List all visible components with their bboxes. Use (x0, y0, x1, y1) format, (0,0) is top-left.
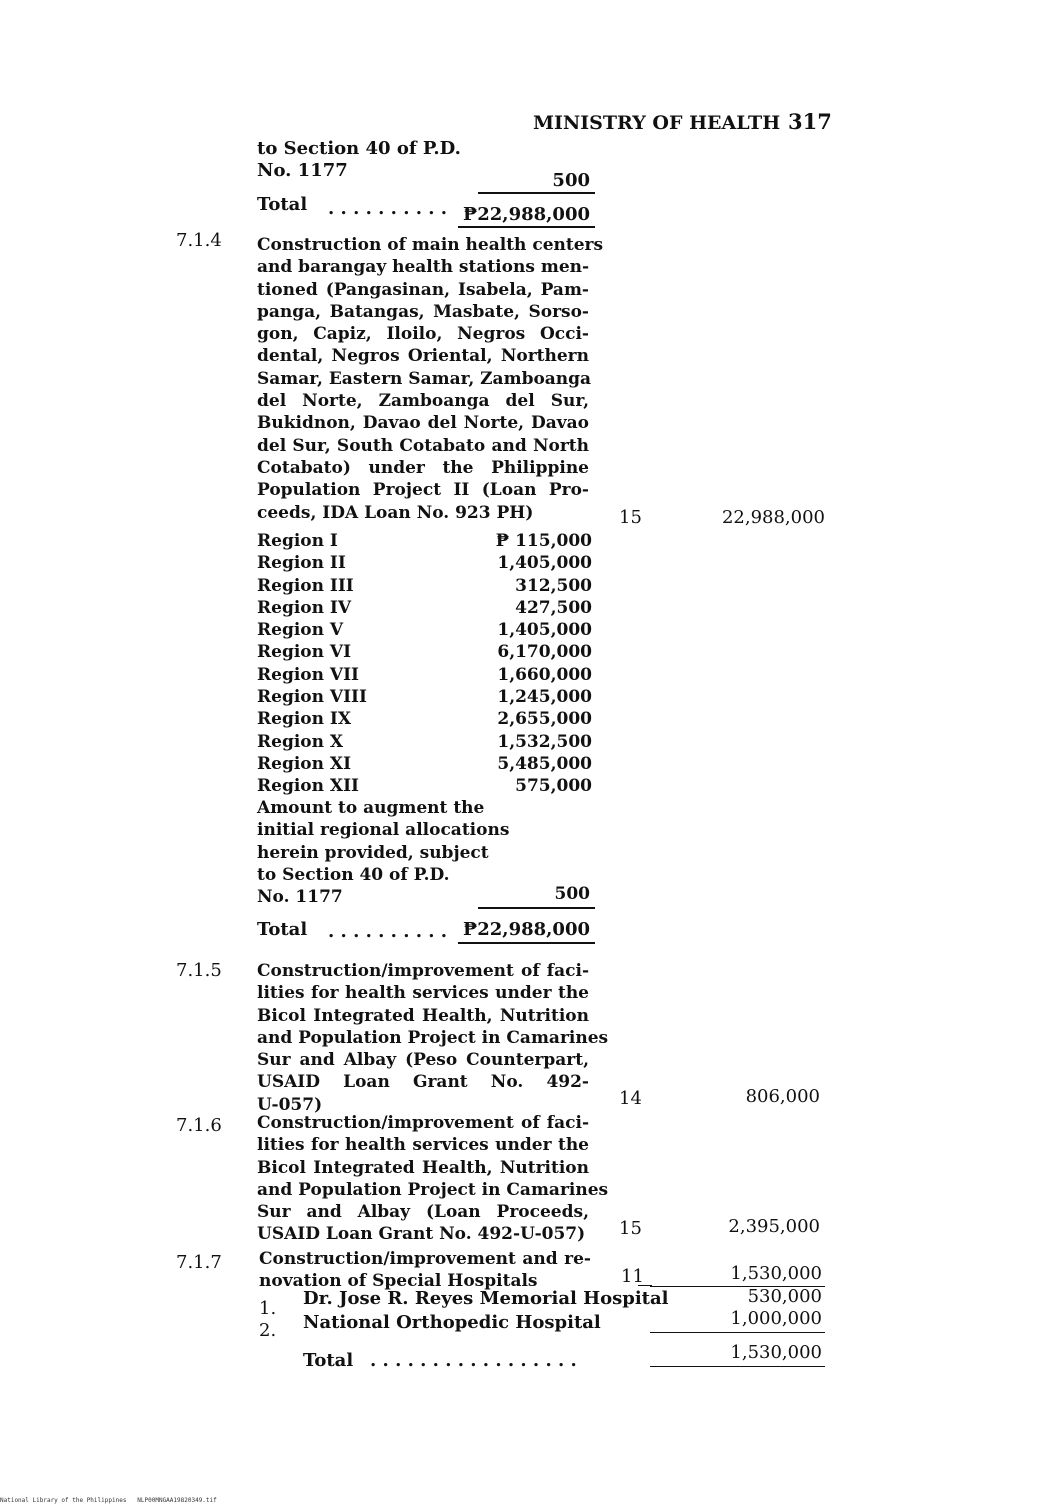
footer-library: National Library of the Philippines (0, 1497, 127, 1504)
item-number: 7.1.5 (176, 960, 222, 981)
region-amount: 2,655,000 (497, 709, 592, 730)
region-name: Region VI (257, 642, 352, 663)
region-name: Region V (257, 620, 344, 641)
description-line: Bicol Integrated Health, Nutrition (257, 1157, 589, 1178)
region-row (257, 552, 592, 574)
augment-rule (478, 907, 595, 909)
region-row (257, 575, 592, 597)
region-row (257, 753, 592, 775)
region-row (257, 708, 592, 730)
description-line: Construction/improvement and re- (259, 1249, 591, 1269)
hospital-total-rule (650, 1366, 825, 1367)
item-number: 7.1.4 (176, 230, 222, 251)
region-total-dots: . . . . . . . . . . (328, 921, 448, 942)
region-row (257, 530, 592, 552)
augment-line: herein provided, subject (257, 842, 489, 863)
region-amount: ₱ 115,000 (495, 531, 592, 551)
item-amount: 806,000 (745, 1086, 820, 1107)
region-name: Region IV (257, 597, 352, 618)
description-line: Construction/improvement of faci- (257, 1113, 589, 1133)
region-row (257, 686, 592, 708)
augment-line: initial regional allocations (257, 820, 510, 841)
subitem-amount: 530,000 (747, 1286, 822, 1307)
region-amount: 1,245,000 (497, 687, 592, 708)
region-amount: 1,660,000 (497, 664, 592, 685)
region-row (257, 775, 592, 797)
region-name: Region I (257, 531, 338, 551)
description-line: Construction of main health centers (257, 235, 604, 255)
description-line: gon, Capiz, Iloilo, Negros Occi- (257, 324, 589, 345)
hospital-total-label: Total (303, 1350, 354, 1371)
region-name: Region XI (257, 753, 352, 774)
subitem-amount: 1,000,000 (730, 1308, 822, 1329)
description-line: and barangay health stations men- (257, 257, 590, 278)
description-line: Construction/improvement of faci- (257, 961, 589, 981)
description-line: Samar, Eastern Samar, Zamboanga (257, 368, 592, 389)
subitem-number: 2. (259, 1320, 277, 1341)
carryover-rule (478, 192, 595, 194)
description-line: USAID Loan Grant No. 492-U-057) (257, 1224, 586, 1245)
region-row (257, 619, 592, 641)
region-amount: 5,485,000 (497, 753, 592, 774)
item-amount: 2,395,000 (728, 1216, 820, 1237)
running-header-title: MINISTRY OF HEALTH (533, 112, 781, 134)
region-name: Region X (257, 731, 344, 752)
region-amount: 1,532,500 (497, 731, 592, 752)
region-row (257, 664, 592, 686)
scan-footer (0, 1497, 217, 1504)
region-row (257, 641, 592, 663)
region-name: Region VIII (257, 687, 367, 708)
item-amount: 1,530,000 (730, 1263, 822, 1284)
description-line: Bukidnon, Davao del Norte, Davao (257, 413, 589, 434)
description-line: and Population Project in Camarines (257, 1179, 609, 1200)
carryover-total-amount: ₱22,988,000 (463, 204, 590, 225)
description-line: novation of Special Hospitals (259, 1271, 538, 1292)
subitem-rule (650, 1332, 825, 1333)
region-name: Region XII (257, 776, 359, 797)
description-line: Cotabato) under the Philippine (257, 457, 589, 478)
hospital-total-dots: . . . . . . . . . . . . . . . . . (370, 1350, 577, 1371)
carryover-total-dots: . . . . . . . . . . (328, 198, 448, 219)
item-count: 15 (619, 507, 642, 528)
region-amount: 6,170,000 (497, 642, 592, 663)
description-line: dental, Negros Oriental, Northern (257, 346, 589, 367)
description-line: and Population Project in Camarines (257, 1027, 609, 1048)
description-line: del Norte, Zamboanga del Sur, (257, 391, 589, 412)
description-line: Population Project II (Loan Pro- (257, 480, 589, 501)
region-list (257, 530, 592, 798)
description-line: U-057) (257, 1094, 323, 1115)
item-description (257, 960, 609, 1116)
footer-file: NLP00MNGAA19820349.tif (137, 1497, 217, 1504)
carryover-total-label: Total (257, 194, 308, 215)
item-description (259, 1248, 591, 1293)
augment-line: Amount to augment the (257, 798, 485, 818)
region-amount: 427,500 (515, 597, 592, 618)
region-amount: 1,405,000 (497, 620, 592, 641)
region-amount: 312,500 (515, 575, 592, 596)
hospital-total-amount: 1,530,000 (730, 1342, 822, 1363)
description-line: Sur and Albay (Peso Counterpart, (257, 1050, 589, 1071)
region-amount: 1,405,000 (497, 553, 592, 574)
augment-line: No. 1177 (257, 887, 343, 908)
description-line: lities for health services under the (257, 983, 589, 1004)
description-line: panga, Batangas, Masbate, Sorso- (257, 301, 589, 322)
carryover-line-2: No. 1177 (257, 160, 348, 181)
augment-text (257, 797, 517, 908)
subitem-name: Dr. Jose R. Reyes Memorial Hospital (303, 1288, 669, 1309)
region-total-amount: ₱22,988,000 (463, 919, 590, 940)
description-line: tioned (Pangasinan, Isabela, Pam- (257, 279, 589, 300)
region-total-rule (458, 942, 595, 944)
subitem-name: National Orthopedic Hospital (303, 1312, 601, 1333)
region-row (257, 731, 592, 753)
item-description (257, 234, 604, 524)
description-line: USAID Loan Grant No. 492- (257, 1072, 589, 1093)
description-line: del Sur, South Cotabato and North (257, 435, 589, 456)
page-number: 317 (788, 109, 832, 134)
region-name: Region II (257, 553, 346, 574)
description-line: lities for health services under the (257, 1135, 589, 1156)
item-count: 11 (621, 1266, 644, 1287)
region-total-label: Total (257, 919, 308, 940)
region-name: Region VII (257, 664, 359, 685)
region-row (257, 597, 592, 619)
item-count: 15 (619, 1218, 642, 1239)
region-name: Region III (257, 575, 354, 596)
carryover-total-rule (458, 226, 595, 228)
description-line: Sur and Albay (Loan Proceeds, (257, 1202, 589, 1223)
region-amount: 575,000 (515, 776, 592, 797)
description-line: Bicol Integrated Health, Nutrition (257, 1005, 589, 1026)
carryover-amount: 500 (552, 170, 590, 191)
region-name: Region IX (257, 709, 352, 730)
item-count: 14 (619, 1088, 642, 1109)
item-amount: 22,988,000 (721, 507, 825, 528)
description-line: ceeds, IDA Loan No. 923 PH) (257, 502, 534, 523)
item-description (257, 1112, 609, 1246)
augment-amount: 500 (554, 884, 590, 904)
subitem-number: 1. (259, 1298, 277, 1319)
item-number: 7.1.6 (176, 1115, 222, 1136)
augment-line: to Section 40 of P.D. (257, 864, 450, 885)
carryover-line-1: to Section 40 of P.D. (257, 138, 461, 159)
item-number: 7.1.7 (176, 1252, 222, 1273)
